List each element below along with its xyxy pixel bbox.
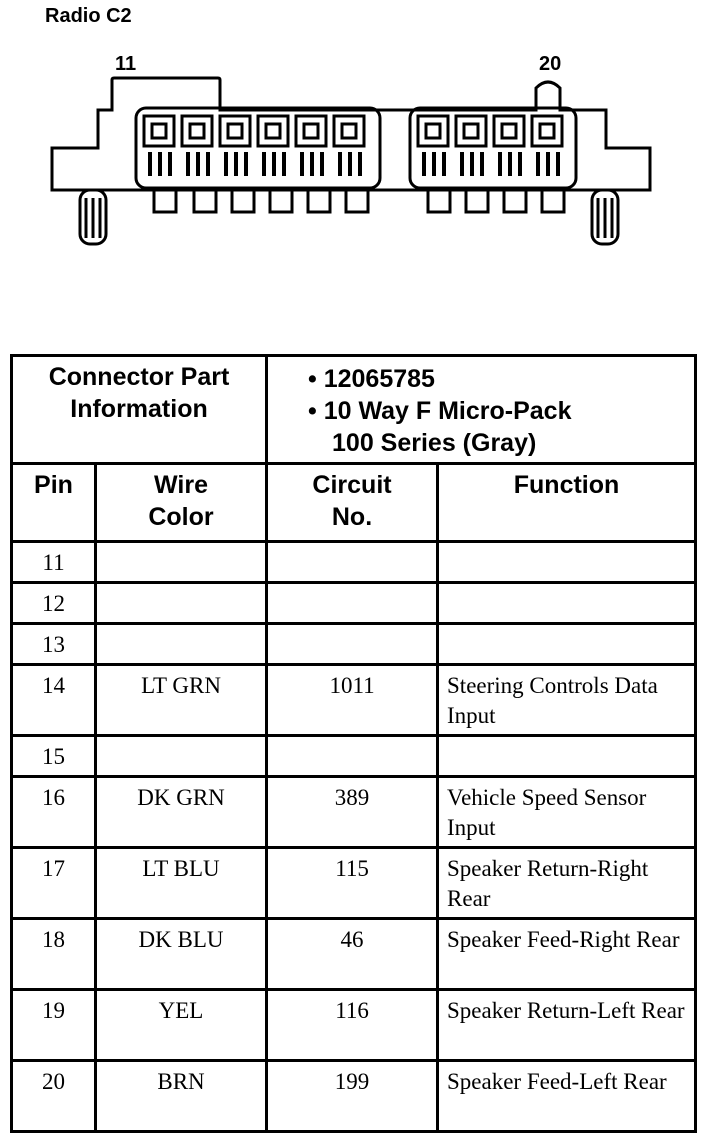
function-cell: Steering Controls Data Input bbox=[447, 673, 658, 728]
pin-cell: 18 bbox=[42, 927, 65, 952]
pinout-table bbox=[10, 354, 697, 1133]
part-info-label-cell bbox=[12, 356, 267, 464]
pin-cell: 14 bbox=[42, 673, 65, 698]
right-lower-ribs bbox=[422, 152, 560, 176]
table-row bbox=[12, 919, 696, 990]
pin-cell: 19 bbox=[42, 998, 65, 1023]
function-cell: Vehicle Speed Sensor Input bbox=[447, 785, 647, 840]
column-header-row bbox=[12, 464, 696, 542]
circuit-cell: 115 bbox=[335, 856, 369, 881]
table-row bbox=[12, 777, 696, 848]
left-terminals bbox=[144, 116, 364, 146]
function-cell: Speaker Return-Left Rear bbox=[447, 998, 685, 1023]
pin-cell: 17 bbox=[42, 856, 65, 881]
pin-cell: 15 bbox=[42, 744, 65, 769]
wire-color-cell bbox=[97, 737, 265, 742]
part-info-label: Connector Part Information bbox=[48, 363, 230, 423]
table-row bbox=[12, 583, 696, 624]
function-cell: Speaker Return-Right Rear bbox=[447, 856, 649, 911]
table-row bbox=[12, 1061, 696, 1132]
table-row bbox=[12, 848, 696, 919]
wire-color-cell bbox=[97, 543, 265, 548]
wire-color-cell: BRN bbox=[157, 1069, 205, 1094]
pin-cell: 12 bbox=[42, 591, 65, 616]
part-type: • 10 Way F Micro-Pack bbox=[308, 397, 572, 425]
table-row bbox=[12, 624, 696, 665]
circuit-cell: 116 bbox=[335, 998, 369, 1023]
function-cell bbox=[439, 584, 694, 589]
function-cell bbox=[439, 625, 694, 630]
table-row bbox=[12, 665, 696, 736]
wire-color-cell bbox=[97, 625, 265, 630]
col-header-function: Function bbox=[513, 471, 620, 499]
wire-color-cell: DK BLU bbox=[138, 927, 224, 952]
part-info-value-cell bbox=[267, 356, 696, 464]
left-bottom-tabs bbox=[154, 190, 368, 212]
col-header-pin: Pin bbox=[34, 471, 73, 499]
function-cell bbox=[439, 543, 694, 548]
function-cell: Speaker Feed-Right Rear bbox=[447, 927, 680, 952]
function-cell bbox=[439, 737, 694, 742]
circuit-cell: 46 bbox=[340, 927, 364, 952]
diagram-title: Radio C2 bbox=[45, 5, 132, 27]
circuit-cell bbox=[268, 737, 436, 742]
part-info-row bbox=[12, 356, 696, 464]
circuit-cell bbox=[268, 625, 436, 630]
pin-cell: 13 bbox=[42, 632, 65, 657]
circuit-cell: 389 bbox=[334, 785, 370, 810]
pin-cell: 20 bbox=[42, 1069, 65, 1094]
part-series: 100 Series (Gray) bbox=[332, 429, 537, 457]
wire-color-cell: LT BLU bbox=[142, 856, 220, 881]
function-cell: Speaker Feed-Left Rear bbox=[447, 1069, 667, 1094]
wire-color-cell bbox=[97, 584, 265, 589]
circuit-cell: 199 bbox=[334, 1069, 370, 1094]
table-row bbox=[12, 990, 696, 1061]
col-header-circuit-no: Circuit No. bbox=[312, 471, 392, 531]
part-number: • 12065785 bbox=[308, 365, 435, 393]
circuit-cell bbox=[268, 584, 436, 589]
left-lower-ribs bbox=[148, 152, 362, 176]
circuit-cell: 1011 bbox=[329, 673, 375, 698]
connector-diagram bbox=[0, 40, 704, 270]
pin-label-11: 11 bbox=[115, 53, 137, 75]
wire-color-cell: LT GRN bbox=[141, 673, 221, 698]
right-bottom-tabs bbox=[428, 190, 564, 212]
pin-cell: 16 bbox=[42, 785, 65, 810]
wire-color-cell: YEL bbox=[158, 998, 204, 1023]
wire-color-cell: DK GRN bbox=[137, 785, 225, 810]
pin-label-20: 20 bbox=[539, 53, 562, 75]
col-header-wire-color: Wire Color bbox=[148, 471, 214, 531]
table-row bbox=[12, 542, 696, 583]
table-row bbox=[12, 736, 696, 777]
circuit-cell bbox=[268, 543, 436, 548]
pin-cell: 11 bbox=[42, 550, 65, 575]
right-terminals bbox=[418, 116, 562, 146]
